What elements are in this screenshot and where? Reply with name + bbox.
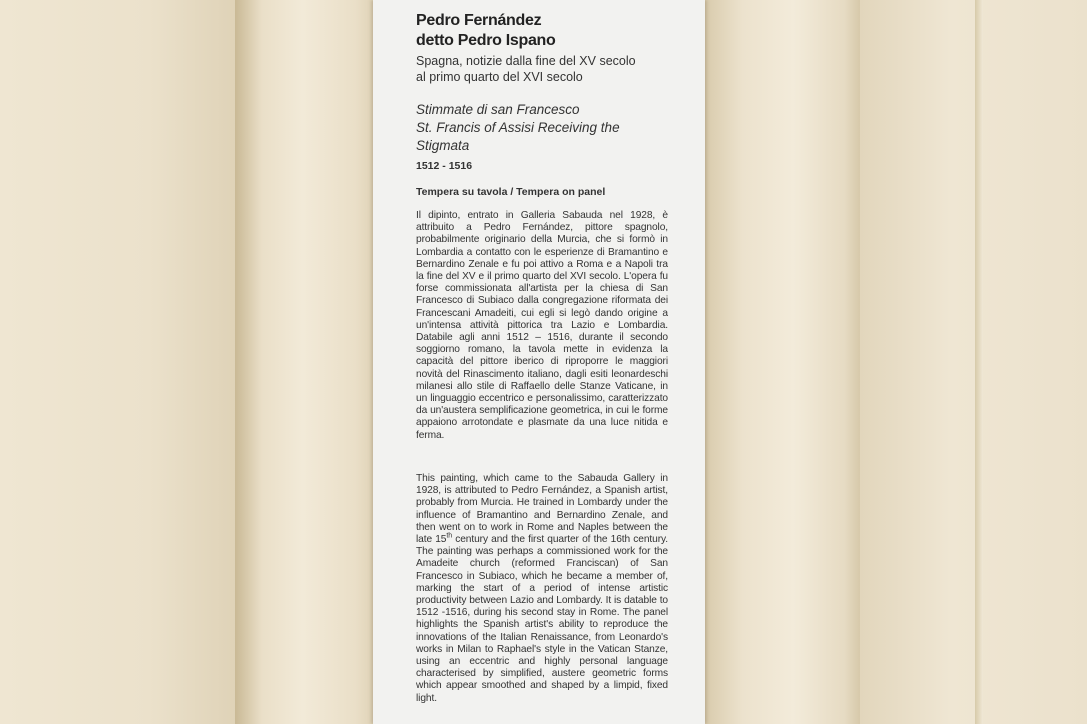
ordinal-suffix: th [446, 532, 453, 540]
label-content [416, 11, 668, 704]
artwork-year: 1512 - 1516 [416, 160, 473, 172]
artwork-title-english: St. Francis of Assisi Receiving the Stigmata [416, 120, 620, 153]
artwork-medium: Tempera su tavola / Tempera on panel [416, 186, 606, 198]
wall-left [0, 0, 250, 724]
artist-name-line1: Pedro Fernández [416, 12, 542, 29]
artist-name [416, 11, 668, 51]
description-english-part2: century and the first quarter of the 16th century. The painting was perhaps a commissioned work for the Amadeite church (reformed Franciscan) of San Francesco in Subiaco, which he became a member of, marking the start of a period of intense artistic productivity between Lazio and Lombardy. It is datable to 1512 -1516, during his second stay in Rome. The panel highlights the Spanish artist's ability to reproduce the innovations of the Italian Renaissance, from Leonardo's works in Milan to Raphael's style in the Vatican Stanze, using an eccentric and highly personal language characterised by simplified, austere geometric forms which appear smoothed and shaped by a limpid, fixed light. [416, 534, 668, 704]
pillar-right [700, 0, 870, 724]
description-italian: Il dipinto, entrato in Galleria Sabauda nel 1928, è attribuito a Pedro Fernández, pittore spagnolo, probabilmente originario della Murcia, che si formò in Lombardia a contatto con le esperienze di Bramantino e Bernardino Zenale e fu poi attivo a Roma e a Napoli tra la fine del XV e il primo quarto del XVI secolo. L'opera fu forse commissionata all'artista per la chiesa di San Francesco di Subiaco dalla congregazione riformata dei Francescani Amadeiti, cui egli si legò dando origine a un'intensa attività pittorica tra Lazio e Lombardia. Databile agli anni 1512 – 1516, durante il secondo soggiorno romano, la tavola mette in evidenza la capacità del pittore iberico di riproporre le maggiori novità del Rinascimento italiano, dagli esiti leonardeschi milanesi allo stile di Raffaello delle Stanze Vaticane, in un linguaggio eccentrico e personalissimo, caratterizzato da un'austera semplificazione geometrica, in cui le forme appaiono arrotondate e plasmate da una luce nitida e ferma. [416, 210, 668, 441]
description-english [416, 473, 668, 705]
artist-dates-line2: al primo quarto del XVI secolo [416, 70, 583, 84]
artist-name-line2: detto Pedro Ispano [416, 32, 556, 49]
wall-edge [975, 0, 983, 724]
wall-right [860, 0, 1087, 724]
pillar-left [235, 0, 385, 724]
artist-dates-line1: Spagna, notizie dalla fine del XV secolo [416, 54, 636, 68]
artwork-title-italian: Stimmate di san Francesco [416, 102, 580, 117]
museum-label-panel [373, 0, 705, 724]
description-english-part1: This painting, which came to the Sabauda Gallery in 1928, is attributed to Pedro Fernández, a Spanish artist, probably from Murcia. He trained in Lombardy under the influence of Bramantino and Bernardino Zenale, and then went on to work in Rome and Naples between the late 15 [416, 473, 668, 546]
artist-dates [416, 53, 668, 85]
